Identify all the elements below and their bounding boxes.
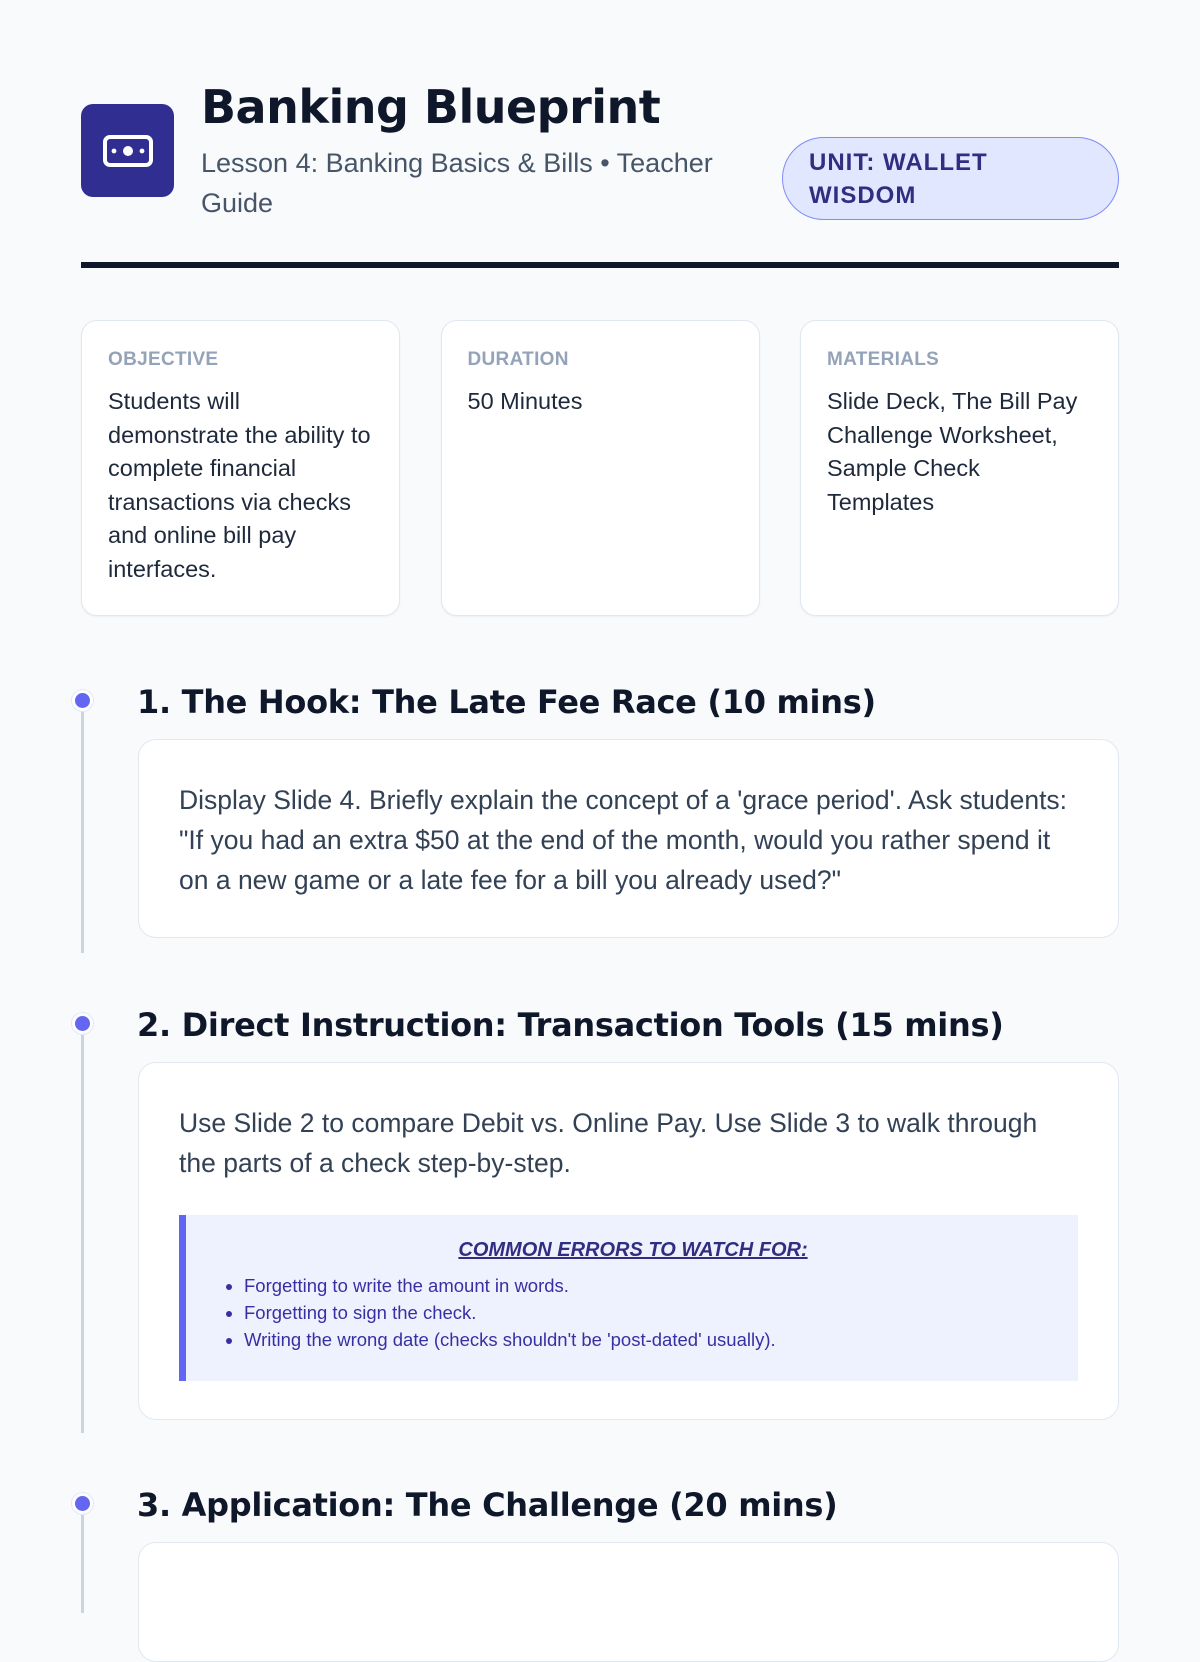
- info-cards: [81, 320, 1119, 616]
- card-label: MATERIALS: [827, 349, 940, 370]
- errors-list: [212, 1272, 1054, 1353]
- timeline-dot-icon: [72, 690, 93, 711]
- card-value: Students will demonstrate the ability to complete financial transactions via checks and online bill pay interfaces.: [108, 388, 371, 582]
- section-card: [138, 1062, 1119, 1420]
- section-card: [138, 1542, 1119, 1662]
- list-item: • Forgetting to write the amount in words.: [244, 1272, 1054, 1299]
- card-label: OBJECTIVE: [108, 349, 219, 370]
- card-value: 50 Minutes: [467, 388, 583, 414]
- section-card: [138, 739, 1119, 938]
- section-body: Display Slide 4. Briefly explain the concept of a 'grace period'. Ask students: "If you had an extra $50 at the end of the month, would you rather spend it on a new game or a late fee for a bill you already used?": [179, 785, 1068, 895]
- common-errors-callout: [179, 1215, 1078, 1381]
- page-title: Banking Blueprint: [201, 80, 661, 134]
- card-value: Slide Deck, The Bill Pay Challenge Worksheet, Sample Check Templates: [827, 388, 1078, 515]
- list-item: • Writing the wrong date (checks shouldn't be 'post-dated' usually).: [244, 1326, 1054, 1353]
- page-subtitle: Lesson 4: Banking Basics & Bills • Teacher Guide: [201, 148, 713, 218]
- callout-title: COMMON ERRORS TO WATCH FOR:: [458, 1239, 808, 1261]
- list-item: • Forgetting to sign the check.: [244, 1299, 1054, 1326]
- unit-badge: UNIT: WALLET WISDOM: [782, 137, 1119, 220]
- section-title: 1. The Hook: The Late Fee Race (10 mins): [137, 683, 876, 721]
- banknote-icon: [81, 104, 174, 197]
- objective-card: [81, 320, 400, 616]
- timeline-dot-icon: [72, 1013, 93, 1034]
- timeline-line: [81, 700, 84, 953]
- card-label: DURATION: [467, 349, 569, 370]
- page-header: [81, 0, 1119, 268]
- section-body: Use Slide 2 to compare Debit vs. Online Pay. Use Slide 3 to walk through the parts of a check step-by-step.: [179, 1108, 1038, 1178]
- duration-card: [441, 320, 760, 616]
- section-title: 3. Application: The Challenge (20 mins): [137, 1486, 838, 1524]
- section-title: 2. Direct Instruction: Transaction Tools (15 mins): [137, 1006, 1004, 1044]
- timeline-line: [81, 1023, 84, 1433]
- timeline-dot-icon: [72, 1493, 93, 1514]
- materials-card: [800, 320, 1119, 616]
- timeline-line: [81, 1503, 84, 1613]
